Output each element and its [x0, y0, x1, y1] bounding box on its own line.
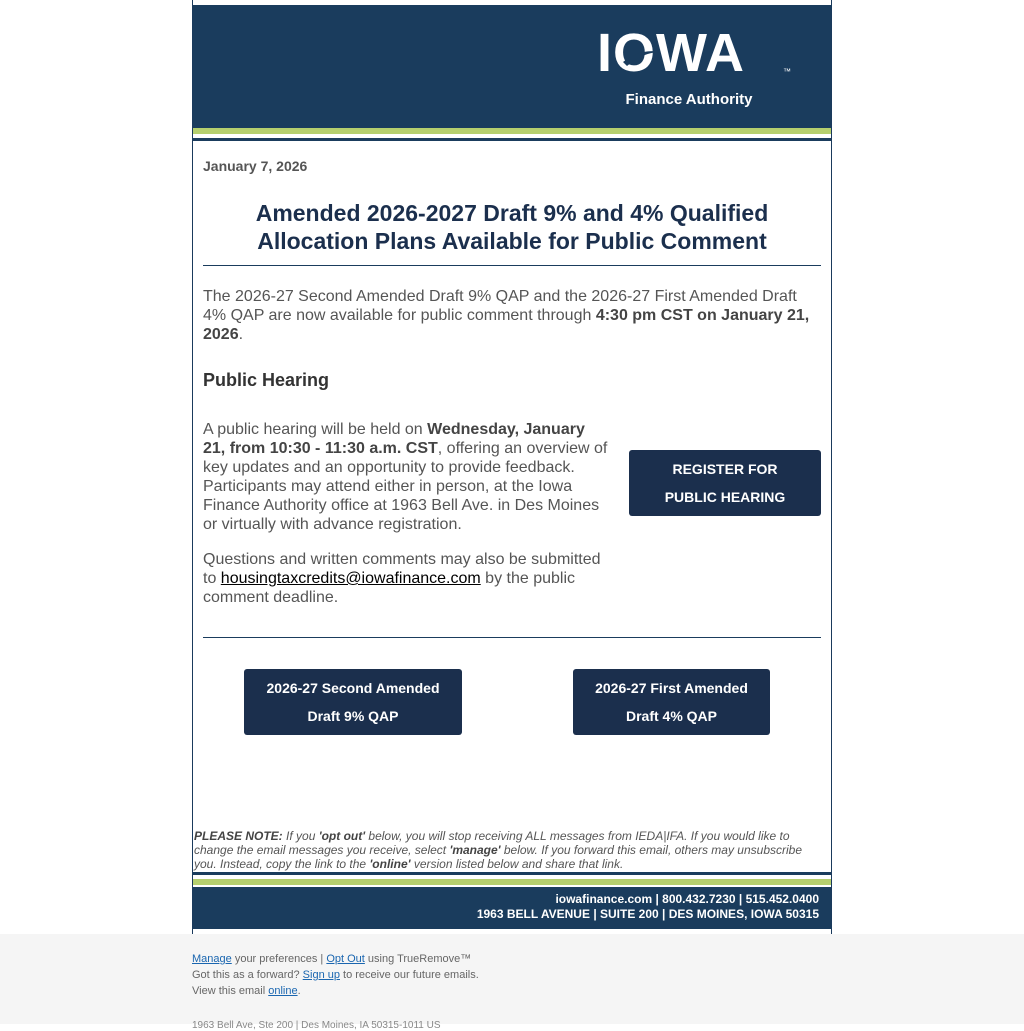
manage-link[interactable]: Manage	[192, 953, 232, 965]
email-container	[192, 0, 832, 935]
intro-deadline: 4:30 pm CST on January 21, 2026	[203, 307, 810, 343]
header-green-stripe	[193, 128, 831, 134]
email-link[interactable]: housingtaxcredits@iowafinance.com	[220, 570, 481, 587]
footer-green-stripe	[193, 879, 831, 885]
email-date: January 7, 2026	[203, 158, 308, 174]
header-banner	[193, 5, 831, 128]
subscription-footer	[0, 934, 1024, 1031]
headline-line-1: Amended 2026-2027 Draft 9% and 4% Qualified	[255, 200, 769, 226]
please-note-text: PLEASE NOTE: If you 'opt out' below, you will stop receiving ALL messages from IEDA|IFA. If you would like to change the email messages you receive, select 'manage' below. If you forward this email, others may unsubscribe you. Instead, copy the link to the 'online' version listed below and share that link.	[194, 829, 803, 871]
sign-up-link[interactable]: Sign up	[302, 969, 340, 981]
sender-address: 1963 Bell Ave, Ste 200 | Des Moines, IA 50315-1011 US	[192, 1020, 441, 1031]
view-online-line: View this email online.	[192, 985, 301, 997]
online-link[interactable]: online	[268, 985, 298, 997]
headline	[203, 199, 821, 255]
logo-subtitle: Finance Authority	[625, 91, 753, 108]
hearing-datetime: Wednesday, January 21, from 10:30 - 11:30 a.m. CST	[203, 421, 585, 457]
intro-paragraph: The 2026-27 Second Amended Draft 9% QAP and the 2026-27 First Amended Draft 4% QAP are now available for public comment through 4:30 pm CST on January 21, 2026.	[203, 288, 810, 343]
headline-divider	[203, 265, 821, 266]
trademark-symbol: ™	[783, 67, 791, 76]
footer-banner	[193, 887, 831, 929]
header-navy-stripe	[193, 138, 831, 141]
comments-paragraph: Questions and written comments may also be submitted to housingtaxcredits@iowafinance.com by the public comment deadline.	[203, 551, 601, 606]
manage-line: Manage your preferences | Opt Out using TrueRemove™	[192, 953, 472, 965]
hearing-paragraph: A public hearing will be held on Wednesday, January 21, from 10:30 - 11:30 a.m. CST, offering an overview of key updates and an opportunity to provide feedback. Participants may attend either in person, at the Iowa Finance Authority office at 1963 Bell Ave. in Des Moines or virtually with advance registration.	[203, 421, 608, 533]
footer-address: 1963 BELL AVENUE | SUITE 200 | DES MOINES, IOWA 50315	[476, 907, 819, 921]
footer-navy-stripe	[193, 872, 831, 875]
qap-9-button[interactable]: 2026-27 Second Amended Draft 9% QAP	[244, 669, 462, 735]
subscription-links	[192, 951, 479, 999]
footer-contact: iowafinance.com | 800.432.7230 | 515.452.0400	[555, 892, 819, 906]
qap-4-button[interactable]: 2026-27 First Amended Draft 4% QAP	[573, 669, 770, 735]
register-hearing-button[interactable]: REGISTER FOR PUBLIC HEARING	[629, 450, 821, 516]
iowa-logo-wordmark: IOWA	[597, 23, 745, 83]
logo-swoosh-icon	[621, 38, 663, 68]
section-divider	[203, 637, 821, 638]
headline-line-2: Allocation Plans Available for Public Comment	[257, 228, 767, 254]
forward-line: Got this as a forward? Sign up to receive our future emails.	[192, 969, 479, 981]
opt-out-link[interactable]: Opt Out	[326, 953, 365, 965]
public-hearing-title: Public Hearing	[203, 370, 330, 390]
